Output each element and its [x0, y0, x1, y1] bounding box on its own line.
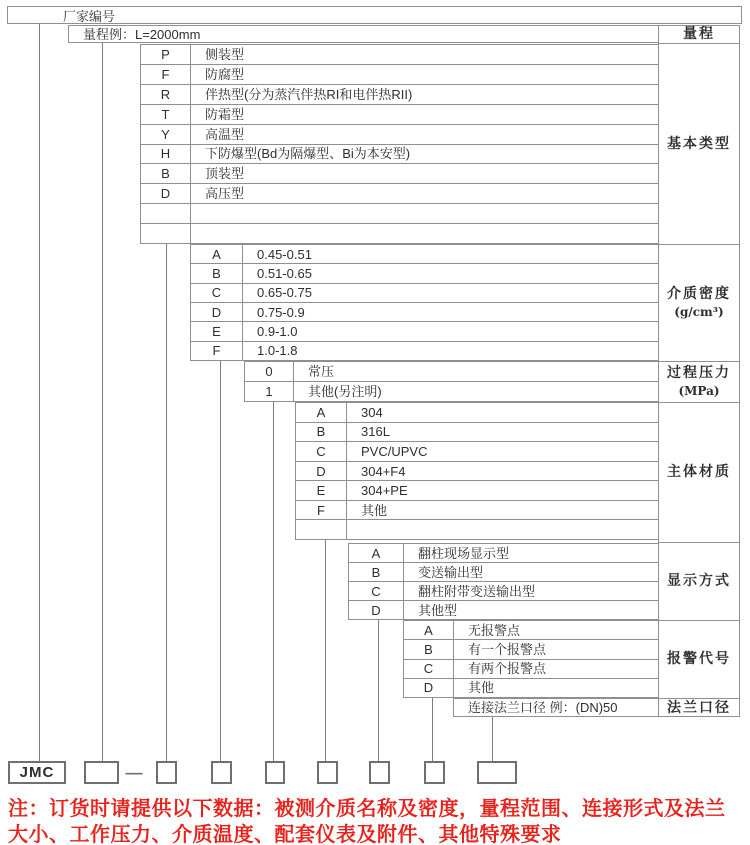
category-label-unit: (g/cm³) — [674, 305, 724, 320]
connector-line — [492, 717, 493, 761]
connector-line — [325, 540, 326, 761]
option-desc-cell: 翻柱附带变送输出型 — [418, 583, 536, 599]
option-row — [141, 125, 658, 145]
option-desc-cell: 0.45-0.51 — [257, 246, 312, 262]
option-desc-cell: 有一个报警点 — [468, 641, 547, 657]
option-row — [296, 442, 658, 462]
option-desc-cell: 连接法兰口径 例：(DN)50 — [468, 700, 618, 715]
option-desc-cell: 304+F4 — [361, 463, 406, 479]
category-label-flange — [659, 699, 739, 718]
connector-line — [166, 244, 167, 761]
option-desc-cell: PVC/UPVC — [361, 443, 428, 459]
option-code-cell: A — [349, 544, 404, 562]
option-code-cell: P — [141, 45, 191, 64]
option-row — [141, 85, 658, 105]
option-desc-cell: 316L — [361, 424, 390, 440]
option-desc-cell — [191, 204, 658, 223]
option-code-cell: H — [141, 145, 191, 164]
order-note-line-1: 注：订货时请提供以下数据：被测介质名称及密度，量程范围、连接形式及法兰 — [8, 798, 726, 820]
option-desc-cell: 防腐型 — [205, 66, 245, 82]
model-code-box — [369, 761, 390, 784]
option-row — [191, 264, 658, 283]
category-label-basic_type — [659, 44, 739, 245]
category-label-text: 主体材质 — [667, 464, 731, 481]
option-row — [349, 563, 658, 582]
connector-line — [432, 698, 433, 761]
model-code-box — [84, 761, 119, 784]
option-code-cell: 0 — [245, 362, 294, 381]
option-desc-cell: 常压 — [308, 364, 335, 379]
option-row — [141, 145, 658, 165]
option-desc-cell: 侧装型 — [205, 46, 245, 62]
option-desc-cell: 高温型 — [205, 126, 245, 142]
option-desc-cell: 高压型 — [205, 186, 245, 202]
option-code-cell: A — [296, 403, 347, 422]
option-desc-cell: 其他(另注明) — [308, 384, 382, 399]
option-row — [296, 501, 658, 521]
option-desc-cell: 其他 — [361, 502, 388, 518]
option-code-cell — [296, 520, 347, 539]
category-label-range — [659, 26, 739, 44]
model-code-box — [156, 761, 177, 784]
option-code-cell: B — [404, 640, 454, 658]
option-row — [141, 224, 658, 243]
option-row — [404, 679, 658, 697]
option-row — [141, 65, 658, 85]
option-row — [191, 342, 658, 360]
option-code-cell: T — [141, 105, 191, 124]
option-desc-cell: 1.0-1.8 — [257, 343, 298, 359]
order-note — [8, 796, 750, 845]
category-label-text: 基本类型 — [667, 135, 731, 152]
manufacturer-number-row — [7, 6, 742, 24]
option-desc-cell — [347, 520, 658, 539]
option-code-cell: B — [191, 264, 243, 282]
option-code-cell: B — [296, 423, 347, 442]
option-row — [296, 423, 658, 443]
option-desc-cell: 0.9-1.0 — [257, 323, 298, 339]
section-range-block — [68, 25, 658, 43]
option-row — [349, 601, 658, 619]
option-code-cell: F — [141, 65, 191, 84]
option-desc-cell: 防霜型 — [205, 106, 245, 122]
section-flange-block — [453, 698, 658, 717]
manufacturer-number-label: 厂家编号 — [63, 8, 116, 24]
category-label-material — [659, 403, 739, 543]
option-row — [141, 164, 658, 184]
option-desc-cell: 伴热型(分为蒸汽伴热RI和电伴热RII) — [205, 86, 413, 102]
category-label-text: 量程 — [683, 26, 715, 43]
option-code-cell: 1 — [245, 382, 294, 401]
option-code-cell: D — [404, 679, 454, 697]
category-label-text: 显示方式 — [667, 573, 731, 590]
category-label-display — [659, 543, 739, 621]
option-row — [296, 462, 658, 482]
option-desc-cell: 0.51-0.65 — [257, 265, 312, 281]
option-desc-cell: 其他型 — [418, 602, 458, 618]
option-row — [141, 184, 658, 204]
option-desc-cell: 304+PE — [361, 483, 408, 499]
option-row — [296, 520, 658, 539]
option-code-cell: D — [296, 462, 347, 481]
option-row — [191, 284, 658, 303]
option-desc-cell: 变送输出型 — [418, 564, 484, 580]
option-row — [296, 403, 658, 423]
option-row — [191, 245, 658, 264]
option-code-cell: F — [191, 342, 243, 360]
option-desc-cell: 其他 — [468, 680, 495, 696]
connector-line — [39, 23, 40, 761]
option-code-cell: Y — [141, 125, 191, 144]
option-code-cell: E — [191, 322, 243, 340]
option-desc-cell: 无报警点 — [468, 622, 521, 638]
option-desc-cell — [191, 224, 658, 243]
option-row — [296, 481, 658, 501]
category-label-text: 过程压力 — [667, 365, 731, 382]
section-density-block — [190, 244, 658, 361]
option-row — [141, 204, 658, 224]
option-desc-cell: 量程例：L=2000mm — [83, 26, 201, 42]
model-code-box — [424, 761, 445, 784]
option-row — [69, 26, 658, 42]
option-row — [349, 582, 658, 601]
connector-line — [102, 43, 103, 761]
option-row — [245, 382, 658, 401]
model-prefix-box: JMC — [8, 761, 66, 784]
connector-line — [220, 361, 221, 761]
option-code-cell: R — [141, 85, 191, 104]
option-code-cell — [141, 204, 191, 223]
option-row — [141, 45, 658, 65]
option-desc-cell: 有两个报警点 — [468, 661, 547, 677]
connector-line — [378, 620, 379, 761]
option-code-cell: D — [191, 303, 243, 321]
option-desc-cell: 翻柱现场显示型 — [418, 545, 510, 561]
option-row — [245, 362, 658, 382]
option-row — [404, 660, 658, 679]
option-code-cell: C — [404, 660, 454, 678]
option-code-cell: C — [349, 582, 404, 600]
option-desc-cell: 顶装型 — [205, 166, 245, 182]
model-separator-dash: — — [125, 762, 143, 782]
category-label-density — [659, 245, 739, 362]
category-label-alarm — [659, 621, 739, 699]
option-code-cell: A — [404, 621, 454, 639]
option-desc-cell: 0.75-0.9 — [257, 304, 305, 320]
option-code-cell: F — [296, 501, 347, 520]
option-code-cell: B — [141, 164, 191, 183]
option-row — [349, 544, 658, 563]
category-label-column — [658, 25, 740, 717]
connector-line — [273, 402, 274, 761]
option-row — [404, 640, 658, 659]
option-code-cell: D — [141, 184, 191, 203]
option-code-cell: B — [349, 563, 404, 581]
category-label-pressure — [659, 362, 739, 403]
option-row — [191, 322, 658, 341]
option-row — [191, 303, 658, 322]
section-display-block — [348, 543, 658, 620]
order-note-line-2: 大小、工作压力、介质温度、配套仪表及附件、其他特殊要求 — [8, 824, 562, 845]
section-pressure-block — [244, 361, 658, 402]
option-row — [141, 105, 658, 125]
section-alarm-block — [403, 620, 658, 698]
option-desc-cell: 0.65-0.75 — [257, 285, 312, 301]
option-code-cell: E — [296, 481, 347, 500]
category-label-text: 介质密度 — [667, 286, 731, 303]
model-code-box — [317, 761, 338, 784]
option-code-cell: A — [191, 245, 243, 263]
option-code-cell — [141, 224, 191, 243]
option-code-cell: C — [191, 284, 243, 302]
section-basic_type-block — [140, 44, 658, 244]
option-code-cell: C — [296, 442, 347, 461]
model-code-box — [265, 761, 285, 784]
category-label-text: 法兰口径 — [667, 700, 731, 716]
option-code-cell: D — [349, 601, 404, 619]
option-row — [454, 699, 658, 716]
category-label-text: 报警代号 — [667, 651, 731, 668]
option-desc-cell: 下防爆型(Bd为隔爆型、Bi为本安型) — [205, 146, 411, 162]
section-material-block — [295, 402, 658, 540]
model-code-box — [211, 761, 232, 784]
category-label-unit: (MPa) — [678, 384, 720, 399]
model-code-box — [477, 761, 517, 784]
option-row — [404, 621, 658, 640]
option-desc-cell: 304 — [361, 404, 383, 420]
